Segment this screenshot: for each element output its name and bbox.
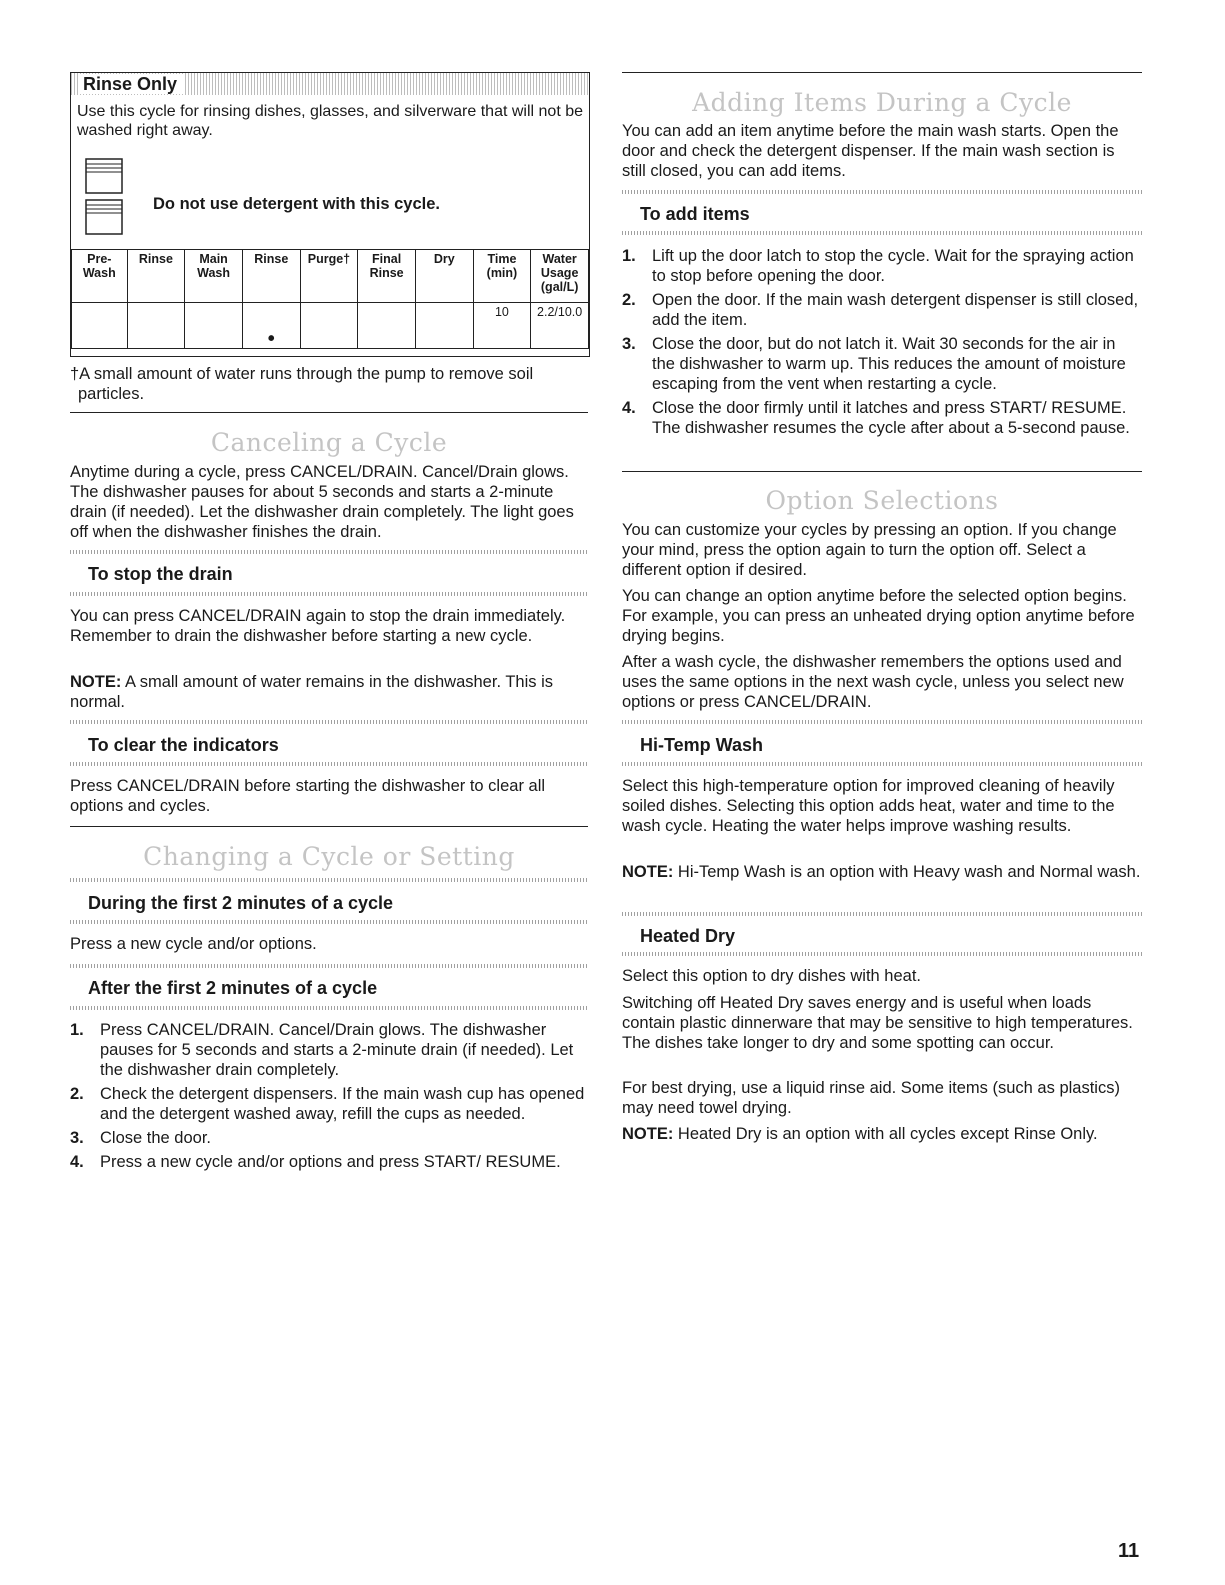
list-item: 3. Close the door, but do not latch it. Wait 30 seconds for the air in the dishwasher to warm up. This reduces the amount of moisture escaping from the vent when restarting a cycle. (622, 335, 1126, 393)
cycle-table (71, 249, 589, 349)
clear-body: Press CANCEL/DRAIN before starting the dishwasher to clear all options and cycles. (70, 777, 546, 815)
rinse-only-title-bar (71, 73, 589, 95)
section-divider (622, 72, 1142, 73)
rinse-only-box (70, 72, 590, 357)
subsection-title: To clear the indicators (88, 735, 279, 755)
dotted-divider (70, 720, 588, 724)
section-heading: Adding Items During a Cycle (692, 88, 1072, 117)
subsection-title: During the first 2 minutes of a cycle (88, 893, 394, 913)
detergent-cup-icon (85, 199, 123, 235)
page-number: 11 (1118, 1540, 1140, 1562)
list-item: 3. Close the door. (70, 1129, 211, 1147)
list-item: 4. Close the door firmly until it latches and press START/ RESUME. The dishwasher resumes the cycle after about a 5-second pause. (622, 399, 1130, 437)
hitemp-note (622, 862, 1142, 882)
subsection-title: Heated Dry (640, 926, 736, 946)
list-item: 4. Press a new cycle and/or options and press START/ RESUME. (70, 1153, 561, 1171)
table-cell (127, 303, 185, 349)
heated-p3: For best drying, use a liquid rinse aid. Some items (such as plastics) may need towel drying. (622, 1079, 1120, 1117)
table-cell (72, 303, 128, 349)
subsection-title: After the first 2 minutes of a cycle (88, 978, 378, 998)
stop-drain-note (70, 672, 588, 712)
adding-steps (622, 246, 1142, 442)
stop-drain-body: You can press CANCEL/DRAIN again to stop the drain immediately. Remember to drain the dishwasher before starting a new cycle. (70, 607, 566, 645)
dotted-divider (622, 231, 1142, 235)
section-divider (70, 412, 588, 413)
canceling-body: Anytime during a cycle, press CANCEL/DRAIN. Cancel/Drain glows. The dishwasher pauses for about 5 seconds and starts a 2-minute drain (if needed). Let the dishwasher drain completely. The light goes off when the dishwasher finishes the drain. (70, 463, 574, 541)
dotted-divider (622, 952, 1142, 956)
table-cell (415, 303, 473, 349)
hitemp-body: Select this high-temperature option for improved cleaning of heavily soiled dishes. Selecting this option adds heat, water and time to the wash cycle. Heating the water helps improve washing results. (622, 777, 1115, 835)
dotted-divider (70, 1006, 588, 1010)
dotted-divider (622, 190, 1142, 194)
dotted-divider (70, 920, 588, 924)
options-p1: You can customize your cycles by pressing an option. If you change your mind, press the option again to turn the option off. Select a different option if desired. (622, 521, 1117, 579)
dotted-divider (622, 720, 1142, 724)
rinse-only-description: Use this cycle for rinsing dishes, glasses, and silverware that will not be washed right away. (77, 103, 583, 139)
options-p2: You can change an option anytime before the selected option begins. For example, you can press an unheated drying option anytime before drying begins. (622, 587, 1135, 645)
table-header: Time (min) (473, 250, 531, 303)
section-heading: Canceling a Cycle (210, 428, 448, 457)
dotted-divider (70, 592, 588, 596)
heated-p1: Select this option to dry dishes with heat. (622, 967, 921, 985)
table-header: Water Usage (gal/L) (531, 250, 589, 303)
note-label: NOTE: (70, 673, 122, 691)
table-header: Main Wash (185, 250, 243, 303)
table-header: Final Rinse (358, 250, 416, 303)
subsection-title: Hi-Temp Wash (640, 735, 764, 755)
note-label: NOTE: (622, 1125, 674, 1143)
options-p3: After a wash cycle, the dishwasher remembers the options used and uses the same options in the next wash cycle, unless you select new options or press CANCEL/DRAIN. (622, 653, 1124, 711)
dotted-divider (70, 878, 588, 882)
section-heading: Changing a Cycle or Setting (143, 842, 515, 871)
dotted-divider (70, 550, 588, 554)
table-cell: • (242, 303, 300, 349)
section-divider (622, 471, 1142, 472)
adding-body: You can add an item anytime before the main wash starts. Open the door and check the detergent dispenser. If the main wash section is still closed, you can add items. (622, 122, 1119, 180)
heated-note (622, 1124, 1142, 1144)
no-detergent-warning: Do not use detergent with this cycle. (153, 195, 440, 213)
table-header: Rinse (127, 250, 185, 303)
list-item: 2. Check the detergent dispensers. If the main wash cup has opened and the detergent washed away, refill the cups as needed. (70, 1085, 585, 1123)
subsection-title: To add items (640, 204, 750, 224)
list-item: 1. Lift up the door latch to stop the cycle. Wait for the spraying action to stop before opening the door. (622, 247, 1134, 285)
subsection-title: To stop the drain (88, 564, 233, 584)
table-header: Pre-Wash (72, 250, 128, 303)
section-heading: Option Selections (765, 486, 999, 515)
section-divider (70, 826, 588, 827)
table-cell (358, 303, 416, 349)
dotted-divider (70, 762, 588, 766)
note-label: NOTE: (622, 863, 674, 881)
heated-p2: Switching off Heated Dry saves energy and is useful when loads contain plastic dinnerware that may be sensitive to high temperatures. The dishes take longer to dry and some spotting can occur. (622, 994, 1133, 1052)
list-item: 2. Open the door. If the main wash detergent dispenser is still closed, add the item. (622, 291, 1139, 329)
note-text: Hi-Temp Wash is an option with Heavy wash and Normal wash. (673, 863, 1141, 881)
table-cell: 10 (473, 303, 531, 349)
rinse-only-title: Rinse Only (79, 74, 183, 94)
table-cell (300, 303, 358, 349)
note-text: A small amount of water remains in the dishwasher. This is normal. (70, 673, 553, 711)
after-steps (70, 1020, 588, 1176)
table-header: Rinse (242, 250, 300, 303)
note-text: Heated Dry is an option with all cycles except Rinse Only. (673, 1125, 1098, 1143)
table-cell: 2.2/10.0 (531, 303, 589, 349)
table-header: Purge† (300, 250, 358, 303)
table-row (72, 303, 589, 349)
detergent-cup-icon (85, 158, 123, 194)
list-item: 1. Press CANCEL/DRAIN. Cancel/Drain glows. The dishwasher pauses for 5 seconds and starts a 2-minute drain (if needed). Let the dishwasher drain completely. (70, 1021, 574, 1079)
table-cell (185, 303, 243, 349)
dotted-divider (622, 762, 1142, 766)
dotted-divider (622, 912, 1142, 916)
table-header: Dry (415, 250, 473, 303)
table-header-row (72, 250, 589, 303)
first-body: Press a new cycle and/or options. (70, 935, 317, 953)
dotted-divider (70, 964, 588, 968)
footnote: †A small amount of water runs through the pump to remove soil particles. (70, 365, 534, 403)
